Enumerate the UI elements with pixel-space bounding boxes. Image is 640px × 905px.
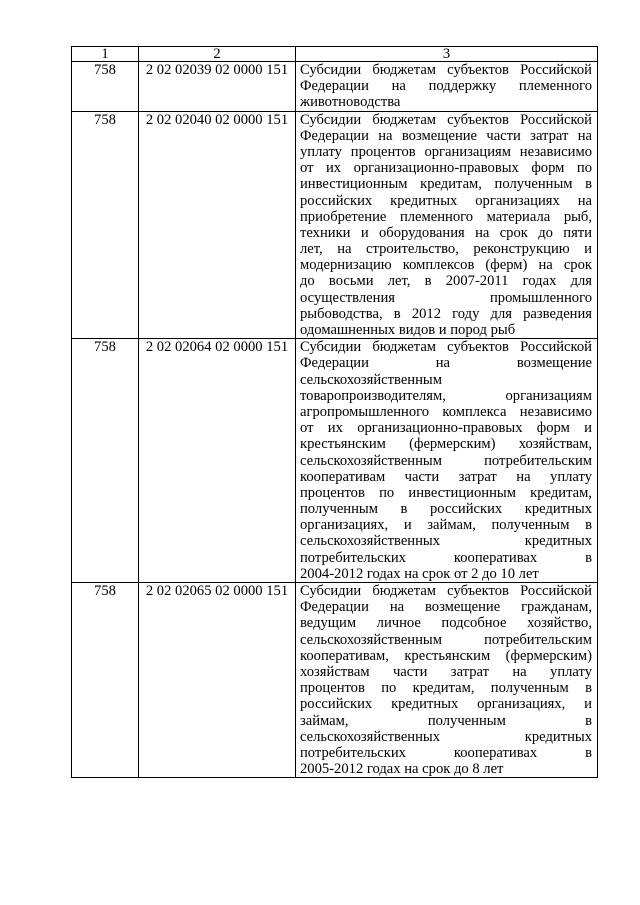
description-line: полученным в российских кредитных	[300, 501, 592, 518]
description-line: потребительских кооперативах в	[300, 549, 592, 566]
column-number-1: 1	[72, 47, 139, 62]
description-line: животноводства	[300, 94, 401, 111]
revenue-description-cell	[296, 339, 598, 583]
description-line: от их организационно-правовых форм по	[300, 160, 592, 177]
budget-classification-code-cell: 2 02 02040 02 0000 151	[139, 111, 296, 339]
description-line: процентов по кредитам, полученным в	[300, 680, 592, 697]
admin-code-cell: 758	[72, 62, 139, 112]
budget-code-table	[71, 46, 598, 778]
description-line: осуществления промышленного	[300, 289, 592, 306]
description-line: Федерации на возмещение части затрат на	[300, 127, 592, 144]
description-line: сельскохозяйственным	[300, 371, 442, 388]
description-line: сельскохозяйственным потребительским	[300, 452, 592, 469]
budget-classification-code-cell: 2 02 02065 02 0000 151	[139, 583, 296, 778]
description-line: модернизацию комплексов (ферм) на срок	[300, 257, 592, 274]
description-line: Федерации на возмещение	[300, 355, 592, 372]
description-line: 2005-2012 годах на срок до 8 лет	[300, 761, 504, 778]
description-line: сельскохозяйственным потребительским	[300, 631, 592, 648]
description-line: Федерации на поддержку племенного	[300, 78, 592, 95]
description-line: Субсидии бюджетам субъектов Российской	[300, 339, 592, 356]
description-line: Федерации на возмещение гражданам,	[300, 599, 592, 616]
description-line: крестьянским (фермерским) хозяйствам,	[300, 436, 592, 453]
description-line: от их организационно-правовых форм и	[300, 420, 592, 437]
table-row	[72, 583, 598, 778]
description-line: займам, полученным в	[300, 712, 592, 729]
column-number-3: 3	[296, 47, 598, 62]
description-line: одомашненных видов и пород рыб	[300, 322, 516, 338]
revenue-description-cell	[296, 62, 598, 112]
description-line: агропромышленного комплекса независимо	[300, 403, 592, 420]
description-line: кооперативам части затрат на уплату	[300, 468, 592, 485]
admin-code-cell: 758	[72, 339, 139, 583]
description-line: российских кредитных организациях на	[300, 192, 592, 209]
description-line: хозяйствам части затрат на уплату	[300, 663, 592, 680]
description-line: Субсидии бюджетам субъектов Российской	[300, 583, 592, 599]
description-line: товаропроизводителям, организациям	[300, 387, 592, 404]
description-line: сельскохозяйственных кредитных	[300, 728, 592, 745]
description-line: Субсидии бюджетам субъектов Российской	[300, 62, 592, 78]
description-line: организациях, и займам, полученным в	[300, 517, 592, 534]
table-row	[72, 339, 598, 583]
table-row	[72, 62, 598, 112]
description-line: до восьми лет, в 2007-2011 годах для	[300, 273, 592, 290]
description-line: сельскохозяйственных кредитных	[300, 533, 592, 550]
column-number-2: 2	[139, 47, 296, 62]
description-line: процентов по инвестиционным кредитам,	[300, 484, 592, 501]
budget-classification-code-cell: 2 02 02064 02 0000 151	[139, 339, 296, 583]
budget-classification-code-cell: 2 02 02039 02 0000 151	[139, 62, 296, 112]
column-number-row	[72, 47, 598, 62]
admin-code-cell: 758	[72, 583, 139, 778]
revenue-description-cell	[296, 111, 598, 339]
description-line: российских кредитных организациях, и	[300, 696, 592, 713]
admin-code-cell: 758	[72, 111, 139, 339]
description-line: ведущим личное подсобное хозяйство,	[300, 615, 592, 632]
table-row	[72, 111, 598, 339]
description-line: потребительских кооперативах в	[300, 744, 592, 761]
description-line: инвестиционным кредитам, полученным в	[300, 176, 592, 193]
description-line: 2004-2012 годах на срок от 2 до 10 лет	[300, 565, 539, 582]
table-body	[72, 62, 598, 778]
description-line: приобретение племенного материала рыб,	[300, 208, 592, 225]
description-line: техники и оборудования на срок до пяти	[300, 224, 592, 241]
description-line: уплату процентов организациям независимо	[300, 143, 592, 160]
description-line: лет, на строительство, реконструкцию и	[300, 241, 592, 258]
description-line: рыбоводства, в 2012 году для разведения	[300, 305, 592, 322]
description-line: кооперативам, крестьянским (фермерским)	[300, 647, 592, 664]
description-line: Субсидии бюджетам субъектов Российской	[300, 111, 592, 128]
revenue-description-cell	[296, 583, 598, 778]
